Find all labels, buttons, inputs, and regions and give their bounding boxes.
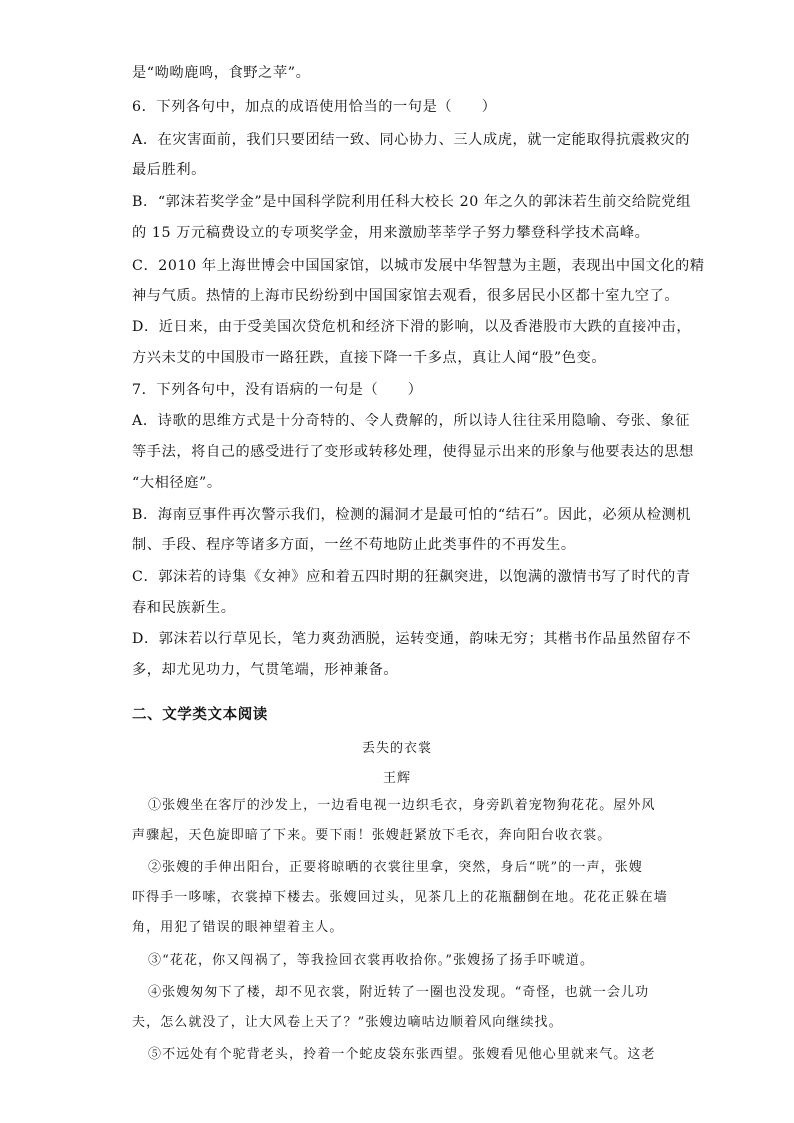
text-line: 是“呦呦鹿鸣，食野之苹”。 [132,65,311,81]
option-c-line: 神与气质。热情的上海市民纷纷到中国国家馆去观看，很多居民小区都十室九空了。 [132,288,680,304]
option-b-line: 制、手段、程序等诸多方面，一丝不苟地防止此类事件的不再发生。 [132,537,576,553]
story-paragraph-line: 声骤起，天色旋即暗了下来。要下雨！张嫂赶紧放下毛衣，奔向阳台收衣裳。 [132,828,612,843]
option-b-line: 的 15 万元稿费设立的专项奖学金，用来激励莘莘学子努力攀登科学技术高峰。 [132,225,650,241]
option-d-line: D．近日来，由于受美国次贷危机和经济下滑的影响，以及香港股市大跌的直接冲击， [132,319,692,335]
option-c-line: C．郭沫若的诗集《女神》应和着五四时期的狂飙突进，以饱满的激情书写了时代的青 [132,569,691,585]
option-d-line: 方兴未艾的中国股市一路狂跌，直接下降一千多点，真让人闻“股”色变。 [132,350,607,366]
option-a-line: 最后胜利。 [132,162,206,178]
option-c-line: 春和民族新生。 [132,600,236,616]
option-b-line: B．“郭沫若奖学金”是中国科学院利用任科大校长 20 年之久的郭沫若生前交给院党组 [132,194,691,210]
option-a-line: A．诗歌的思维方式是十分奇特的、令人费解的，所以诗人往往采用隐喻、夸张、象征 [132,413,690,429]
story-paragraph-line: ③“花花，你又闯祸了，等我捡回衣裳再收拾你。”张嫂扬了扬手吓唬道。 [148,953,595,968]
story-title: 丢失的衣裳 [361,741,432,756]
story-paragraph-line: ①张嫂坐在客厅的沙发上，一边看电视一边织毛衣，身旁趴着宠物狗花花。屋外风 [148,798,656,813]
story-paragraph-line: ②张嫂的手伸出阳台，正要将晾晒的衣裳往里拿，突然，身后“咣”的一声，张嫂 [148,860,643,875]
option-a-line: A．在灾害面前，我们只要团结一致、同心协力、三人成虎，就一定能取得抗震救灾的 [132,132,690,148]
option-b-line: B．海南豆事件再次警示我们，检测的漏洞才是最可怕的“结石”。因此，必须从检测机 [132,507,692,523]
story-paragraph-line: ⑤不远处有个驼背老头，拎着一个蛇皮袋东张西望。张嫂看见他心里就来气。这老 [148,1047,656,1062]
option-c-line: C．2010 年上海世博会中国国家馆，以城市发展中华智慧为主题，表现出中国文化的精 [132,258,705,274]
story-paragraph-line: 角，用犯了错误的眼神望着主人。 [132,920,344,935]
story-paragraph-line: ④张嫂匆匆下了楼，却不见衣裳，附近转了一圈也没发现。“奇怪，也就一会儿功 [148,985,650,1000]
story-author: 王辉 [382,771,411,786]
question-7-stem: 7．下列各句中，没有语病的一句是（ ） [132,382,423,398]
option-d-line: 多，却尤见功力，气贯笔端，形神兼备。 [132,662,399,678]
story-paragraph-line: 夫，怎么就没了，让大风卷上天了？”张嫂边嘀咕边顺着风向继续找。 [132,1015,563,1030]
section-heading: 二、文学类文本阅读 [132,707,268,723]
option-d-line: D．郭沫若以行草见长，笔力爽劲洒脱，运转变通，韵味无穷；其楷书作品虽然留存不 [132,631,692,647]
option-a-line: 等手法，将自己的感受进行了变形或转移处理，使得显示出来的形象与他要表达的思想 [132,444,694,460]
story-paragraph-line: 吓得手一哆嗦，衣裳掉下楼去。张嫂回过头，见茶几上的花瓶翻倒在地。花花正躲在墙 [132,890,668,905]
question-6-stem: 6．下列各句中，加点的成语使用恰当的一句是（ ） [132,99,497,115]
option-a-line: “大相径庭”。 [132,475,222,491]
